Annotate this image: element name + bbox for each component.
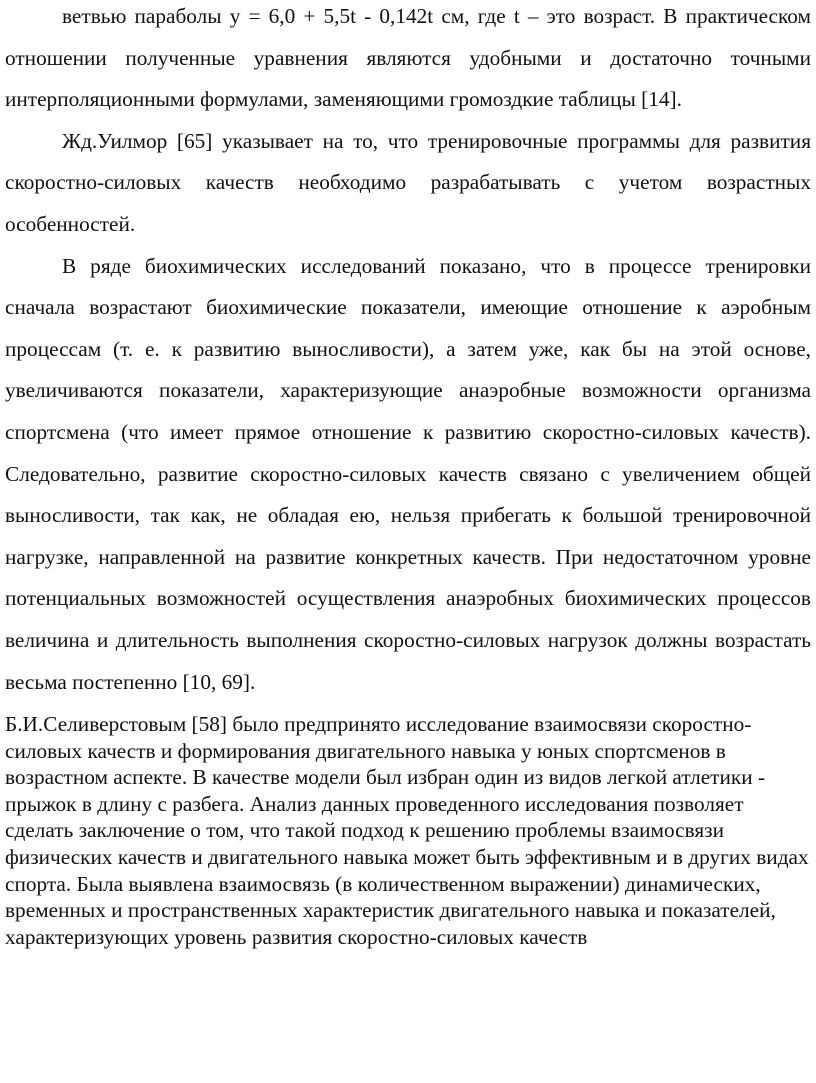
paragraph-parabola-formula: ветвью параболы у = 6,0 + 5,5t - 0,142t см, где t – это возраст. В практическом отношении полученные уравнения являются удобными и достаточно точными интерполяционными формулами, заменяющими громоздкие таблицы [14]. (5, 4, 811, 112)
paragraph-biochemical-research: В ряде биохимических исследований показано, что в процессе тренировки сначала возрастают биохимические показатели, имеющие отношение к аэробным процессам (т. е. к развитию выносливости), а затем уже, как бы на этой основе, увеличиваются показатели, характеризующие анаэробные возможности организма спортсмена (что имеет прямое отношение к развитию скоростно-силовых качеств). Следовательно, развитие скоростно-силовых качеств связано с увеличением общей выносливости, так как, не обладая ею, нельзя прибегать к большой тренировочной нагрузке, направленной на развитие конкретных качеств. При недостаточном уровне потенциальных возможностей осуществления анаэробных биохимических процессов величина и длительность выполнения скоростно-силовых нагрузок должны возрастать весьма постепенно [10, 69]. (5, 253, 811, 694)
paragraph-wilmore: Жд.Уилмор [65] указывает на то, что тренировочные программы для развития скоростно-силовых качеств необходимо разрабатывать с учетом возрастных особенностей. (5, 128, 811, 236)
paragraph-seliverstov: Б.И.Селиверстовым [58] было предпринято исследование взаимосвязи скоростно-силовых качеств и формирования двигательного навыка у юных спортсменов в возрастном аспекте. В качестве модели был избран один из видов легкой атлетики - прыжок в длину с разбега. Анализ данных проведенного исследования позволяет сделать заключение о том, что такой подход к решению проблемы взаимосвязи физических качеств и двигательного навыка может быть эффективным и в других видах спорта. Была выявлена взаимосвязь (в количественном выражении) динамических, временных и пространственных характеристик двигательного навыка и показателей, характеризующих уровень развития скоростно-силовых качеств (5, 712, 809, 949)
